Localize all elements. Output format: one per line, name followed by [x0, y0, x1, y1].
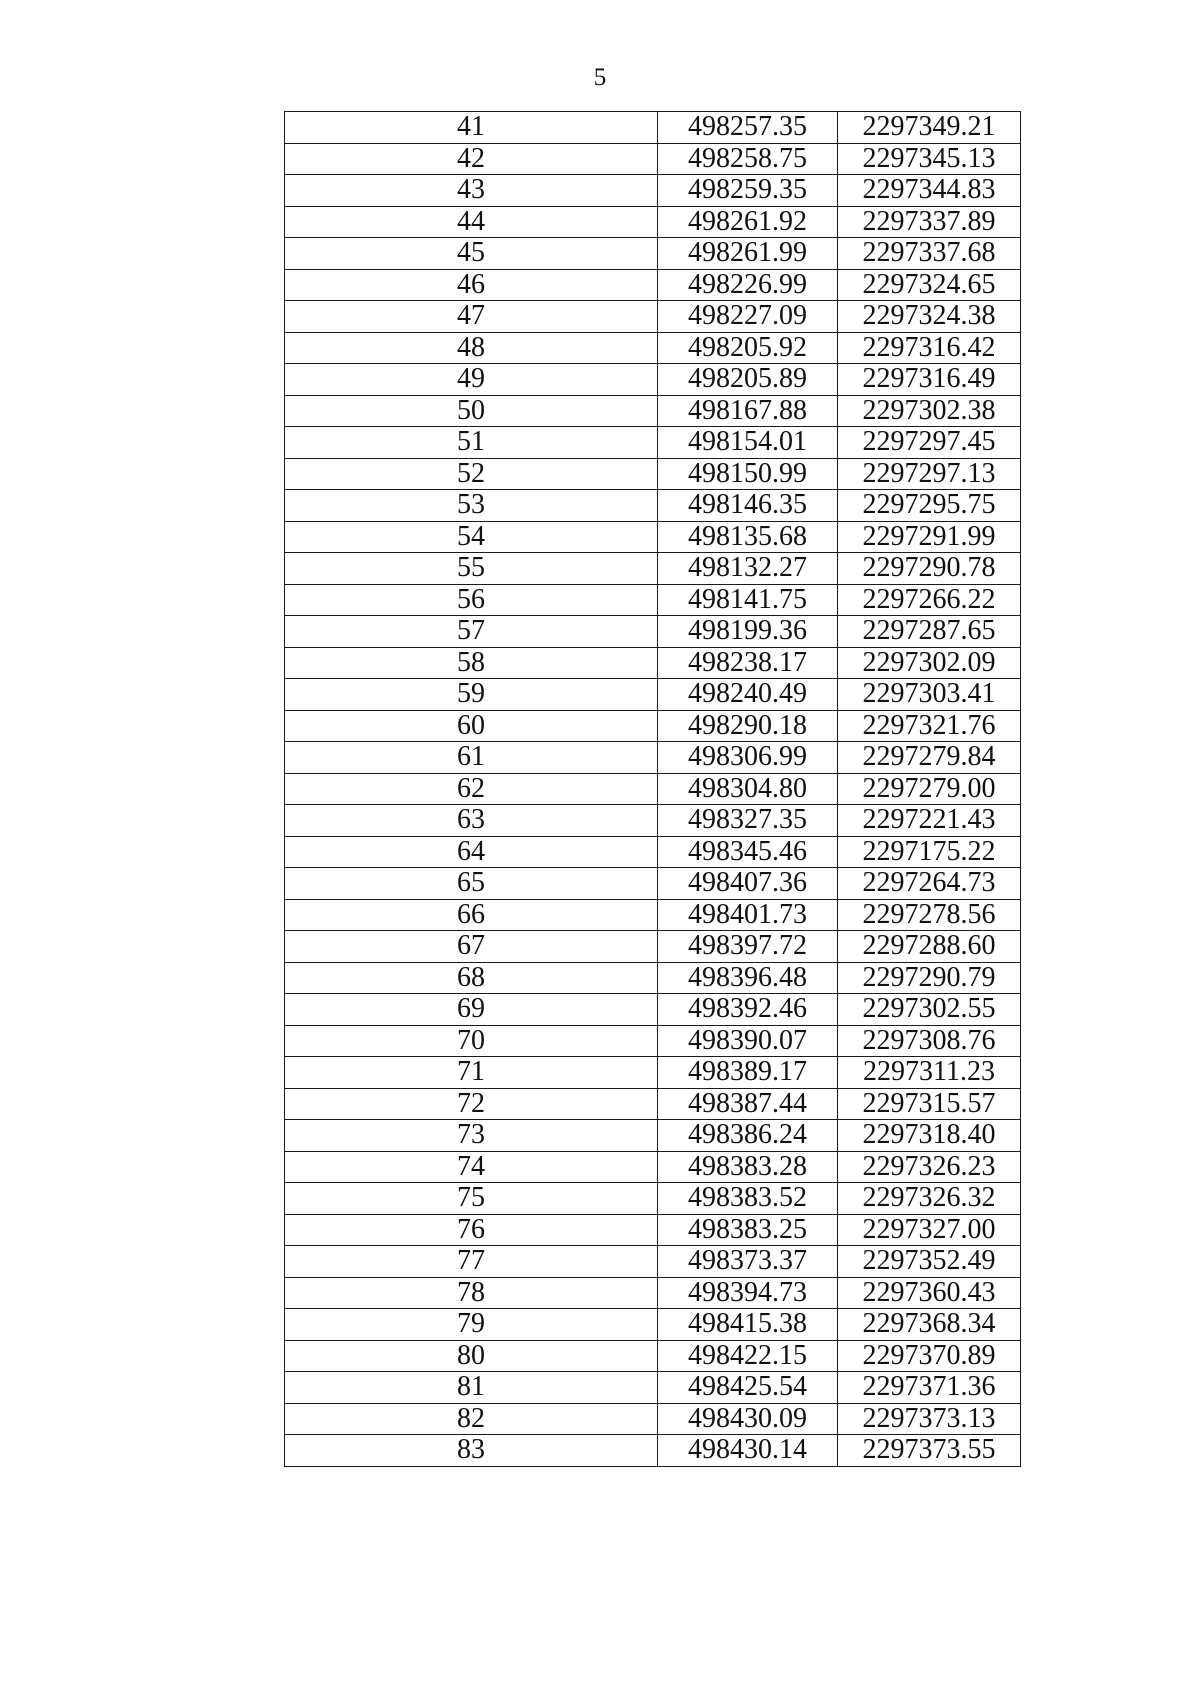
x-coordinate-cell: 498226.99: [658, 269, 838, 301]
x-coordinate-cell: 498257.35: [658, 112, 838, 144]
table-row: [285, 1340, 1021, 1372]
y-coordinate-cell: 2297295.75: [838, 490, 1021, 522]
table-row: [285, 1088, 1021, 1120]
page-number: 5: [593, 64, 607, 91]
y-coordinate-cell: 2297290.79: [838, 962, 1021, 994]
table-row: [285, 1151, 1021, 1183]
table-row: [285, 269, 1021, 301]
y-coordinate-cell: 2297326.32: [838, 1183, 1021, 1215]
coordinate-table: [284, 111, 1021, 1467]
table-row: [285, 490, 1021, 522]
y-coordinate-cell: 2297302.38: [838, 395, 1021, 427]
table-row: [285, 1246, 1021, 1278]
y-coordinate-cell: 2297288.60: [838, 931, 1021, 963]
x-coordinate-cell: 498327.35: [658, 805, 838, 837]
table-row: [285, 773, 1021, 805]
y-coordinate-cell: 2297373.13: [838, 1403, 1021, 1435]
table-row: [285, 868, 1021, 900]
y-coordinate-cell: 2297318.40: [838, 1120, 1021, 1152]
x-coordinate-cell: 498422.15: [658, 1340, 838, 1372]
table-row: [285, 742, 1021, 774]
x-coordinate-cell: 498238.17: [658, 647, 838, 679]
point-number-cell: 80: [285, 1340, 658, 1372]
y-coordinate-cell: 2297337.68: [838, 238, 1021, 270]
y-coordinate-cell: 2297308.76: [838, 1025, 1021, 1057]
point-number-cell: 57: [285, 616, 658, 648]
y-coordinate-cell: 2297360.43: [838, 1277, 1021, 1309]
y-coordinate-cell: 2297349.21: [838, 112, 1021, 144]
y-coordinate-cell: 2297175.22: [838, 836, 1021, 868]
y-coordinate-cell: 2297279.84: [838, 742, 1021, 774]
table-row: [285, 332, 1021, 364]
x-coordinate-cell: 498132.27: [658, 553, 838, 585]
point-number-cell: 50: [285, 395, 658, 427]
x-coordinate-cell: 498430.09: [658, 1403, 838, 1435]
point-number-cell: 54: [285, 521, 658, 553]
y-coordinate-cell: 2297303.41: [838, 679, 1021, 711]
table-row: [285, 143, 1021, 175]
point-number-cell: 64: [285, 836, 658, 868]
point-number-cell: 42: [285, 143, 658, 175]
x-coordinate-cell: 498135.68: [658, 521, 838, 553]
x-coordinate-cell: 498390.07: [658, 1025, 838, 1057]
point-number-cell: 66: [285, 899, 658, 931]
table-row: [285, 1057, 1021, 1089]
point-number-cell: 79: [285, 1309, 658, 1341]
point-number-cell: 65: [285, 868, 658, 900]
table-row: [285, 458, 1021, 490]
x-coordinate-cell: 498392.46: [658, 994, 838, 1026]
x-coordinate-cell: 498261.92: [658, 206, 838, 238]
point-number-cell: 70: [285, 1025, 658, 1057]
point-number-cell: 51: [285, 427, 658, 459]
y-coordinate-cell: 2297315.57: [838, 1088, 1021, 1120]
y-coordinate-cell: 2297221.43: [838, 805, 1021, 837]
x-coordinate-cell: 498199.36: [658, 616, 838, 648]
table-row: [285, 616, 1021, 648]
table-row: [285, 395, 1021, 427]
table-row: [285, 962, 1021, 994]
x-coordinate-cell: 498397.72: [658, 931, 838, 963]
x-coordinate-cell: 498306.99: [658, 742, 838, 774]
y-coordinate-cell: 2297297.45: [838, 427, 1021, 459]
table-row: [285, 553, 1021, 585]
y-coordinate-cell: 2297368.34: [838, 1309, 1021, 1341]
table-row: [285, 206, 1021, 238]
x-coordinate-cell: 498258.75: [658, 143, 838, 175]
x-coordinate-cell: 498396.48: [658, 962, 838, 994]
point-number-cell: 63: [285, 805, 658, 837]
y-coordinate-cell: 2297316.42: [838, 332, 1021, 364]
x-coordinate-cell: 498205.89: [658, 364, 838, 396]
point-number-cell: 41: [285, 112, 658, 144]
y-coordinate-cell: 2297279.00: [838, 773, 1021, 805]
point-number-cell: 67: [285, 931, 658, 963]
table-row: [285, 1183, 1021, 1215]
point-number-cell: 53: [285, 490, 658, 522]
x-coordinate-cell: 498387.44: [658, 1088, 838, 1120]
point-number-cell: 43: [285, 175, 658, 207]
table-row: [285, 899, 1021, 931]
x-coordinate-cell: 498146.35: [658, 490, 838, 522]
x-coordinate-cell: 498345.46: [658, 836, 838, 868]
point-number-cell: 76: [285, 1214, 658, 1246]
y-coordinate-cell: 2297266.22: [838, 584, 1021, 616]
y-coordinate-cell: 2297278.56: [838, 899, 1021, 931]
x-coordinate-cell: 498304.80: [658, 773, 838, 805]
x-coordinate-cell: 498383.52: [658, 1183, 838, 1215]
table-row: [285, 805, 1021, 837]
x-coordinate-cell: 498383.25: [658, 1214, 838, 1246]
table-row: [285, 175, 1021, 207]
y-coordinate-cell: 2297311.23: [838, 1057, 1021, 1089]
y-coordinate-cell: 2297316.49: [838, 364, 1021, 396]
y-coordinate-cell: 2297324.38: [838, 301, 1021, 333]
y-coordinate-cell: 2297302.09: [838, 647, 1021, 679]
table-row: [285, 994, 1021, 1026]
table-row: [285, 1309, 1021, 1341]
y-coordinate-cell: 2297297.13: [838, 458, 1021, 490]
table-row: [285, 836, 1021, 868]
x-coordinate-cell: 498290.18: [658, 710, 838, 742]
point-number-cell: 62: [285, 773, 658, 805]
y-coordinate-cell: 2297370.89: [838, 1340, 1021, 1372]
table-row: [285, 1403, 1021, 1435]
table-row: [285, 710, 1021, 742]
point-number-cell: 58: [285, 647, 658, 679]
point-number-cell: 47: [285, 301, 658, 333]
point-number-cell: 81: [285, 1372, 658, 1404]
y-coordinate-cell: 2297371.36: [838, 1372, 1021, 1404]
y-coordinate-cell: 2297352.49: [838, 1246, 1021, 1278]
table-row: [285, 427, 1021, 459]
x-coordinate-cell: 498154.01: [658, 427, 838, 459]
x-coordinate-cell: 498394.73: [658, 1277, 838, 1309]
point-number-cell: 46: [285, 269, 658, 301]
x-coordinate-cell: 498205.92: [658, 332, 838, 364]
x-coordinate-cell: 498141.75: [658, 584, 838, 616]
x-coordinate-cell: 498240.49: [658, 679, 838, 711]
table-row: [285, 1025, 1021, 1057]
point-number-cell: 82: [285, 1403, 658, 1435]
x-coordinate-cell: 498407.36: [658, 868, 838, 900]
table-row: [285, 1372, 1021, 1404]
x-coordinate-cell: 498389.17: [658, 1057, 838, 1089]
y-coordinate-cell: 2297264.73: [838, 868, 1021, 900]
y-coordinate-cell: 2297324.65: [838, 269, 1021, 301]
point-number-cell: 71: [285, 1057, 658, 1089]
point-number-cell: 45: [285, 238, 658, 270]
point-number-cell: 78: [285, 1277, 658, 1309]
x-coordinate-cell: 498373.37: [658, 1246, 838, 1278]
y-coordinate-cell: 2297326.23: [838, 1151, 1021, 1183]
table-row: [285, 1120, 1021, 1152]
point-number-cell: 52: [285, 458, 658, 490]
point-number-cell: 60: [285, 710, 658, 742]
table-row: [285, 1214, 1021, 1246]
point-number-cell: 69: [285, 994, 658, 1026]
table-row: [285, 931, 1021, 963]
y-coordinate-cell: 2297287.65: [838, 616, 1021, 648]
point-number-cell: 73: [285, 1120, 658, 1152]
y-coordinate-cell: 2297345.13: [838, 143, 1021, 175]
table-row: [285, 521, 1021, 553]
table-row: [285, 1277, 1021, 1309]
point-number-cell: 56: [285, 584, 658, 616]
point-number-cell: 68: [285, 962, 658, 994]
x-coordinate-cell: 498386.24: [658, 1120, 838, 1152]
y-coordinate-cell: 2297337.89: [838, 206, 1021, 238]
x-coordinate-cell: 498401.73: [658, 899, 838, 931]
y-coordinate-cell: 2297344.83: [838, 175, 1021, 207]
point-number-cell: 55: [285, 553, 658, 585]
x-coordinate-cell: 498383.28: [658, 1151, 838, 1183]
table-row: [285, 1435, 1021, 1467]
x-coordinate-cell: 498261.99: [658, 238, 838, 270]
y-coordinate-cell: 2297373.55: [838, 1435, 1021, 1467]
point-number-cell: 74: [285, 1151, 658, 1183]
table-row: [285, 238, 1021, 270]
x-coordinate-cell: 498430.14: [658, 1435, 838, 1467]
x-coordinate-cell: 498425.54: [658, 1372, 838, 1404]
table-row: [285, 301, 1021, 333]
table-row: [285, 364, 1021, 396]
x-coordinate-cell: 498227.09: [658, 301, 838, 333]
table-row: [285, 647, 1021, 679]
y-coordinate-cell: 2297290.78: [838, 553, 1021, 585]
x-coordinate-cell: 498415.38: [658, 1309, 838, 1341]
point-number-cell: 83: [285, 1435, 658, 1467]
point-number-cell: 72: [285, 1088, 658, 1120]
table-row: [285, 112, 1021, 144]
point-number-cell: 44: [285, 206, 658, 238]
point-number-cell: 75: [285, 1183, 658, 1215]
x-coordinate-cell: 498167.88: [658, 395, 838, 427]
y-coordinate-cell: 2297321.76: [838, 710, 1021, 742]
x-coordinate-cell: 498259.35: [658, 175, 838, 207]
point-number-cell: 48: [285, 332, 658, 364]
table-row: [285, 584, 1021, 616]
y-coordinate-cell: 2297291.99: [838, 521, 1021, 553]
y-coordinate-cell: 2297302.55: [838, 994, 1021, 1026]
point-number-cell: 61: [285, 742, 658, 774]
table-row: [285, 679, 1021, 711]
y-coordinate-cell: 2297327.00: [838, 1214, 1021, 1246]
point-number-cell: 77: [285, 1246, 658, 1278]
point-number-cell: 49: [285, 364, 658, 396]
x-coordinate-cell: 498150.99: [658, 458, 838, 490]
coordinate-table-body: [285, 112, 1021, 1467]
point-number-cell: 59: [285, 679, 658, 711]
